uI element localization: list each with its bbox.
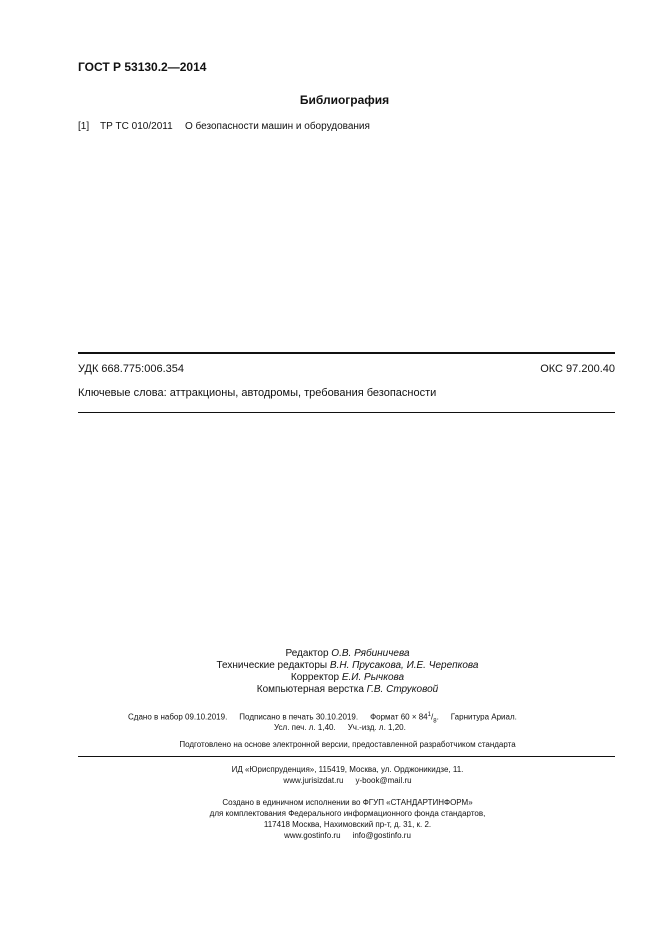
format-suffix: . [436,712,439,722]
gostinfo-site: www.gostinfo.ru [284,831,341,840]
publisher-contacts [0,775,661,786]
keywords: Ключевые слова: аттракционы, автодромы, требования безопасности [78,387,437,399]
editor-label: Редактор [285,648,329,659]
layout-line [0,683,661,696]
layout-label: Компьютерная верстка [256,684,364,695]
oks-code: ОКС 97.200.40 [540,363,615,375]
entry-title: О безопасности машин и оборудования [185,121,370,132]
gostinfo-email: info@gostinfo.ru [352,831,411,840]
publication-dates: Сдано в набор 09.10.2019. Подписано в печать 30.10.2019. Формат $60 \times 84^1/_8$. Гарнитура Ариал. [128,712,517,725]
publisher-email: y-book@mail.ru [355,776,412,785]
layout-name: Г.В. Струковой [366,684,439,695]
document-code: ГОСТ Р 53130.2—2014 [78,60,207,74]
bibliography-title: Библиография [299,93,390,107]
print-sheets: Усл. печ. л. 1,40. [274,723,336,732]
gostinfo-contacts [0,830,661,841]
publication-sheets [274,722,406,733]
format-prefix: Формат 60 × 84 [370,712,428,722]
entry-number: [1] [78,121,90,132]
signed-date: Подписано в печать 30.10.2019. [239,712,359,722]
corrector-name: Е.И. Рычкова [341,672,405,683]
tech-editors-names: В.Н. Прусакова, И.Е. Черепкова [329,660,479,671]
font-info: Гарнитура Ариал. [450,712,517,722]
editor-name: О.В. Рябиничева [331,648,410,659]
entry-code: ТР ТС 010/2011 [100,121,173,132]
pub-sheets: Уч.-изд. л. 1,20. [347,723,406,732]
divider-bottom [78,756,615,757]
publisher-id: ИД «Юриспруденция», 115419, Москва, ул. Орджоникидзе, 11. [231,765,464,774]
format-denominator: 8 [433,718,437,725]
created-line-2: для комплектования Федерального информационного фонда стандартов, [209,809,486,818]
divider-thick [78,352,615,354]
divider-thin [78,412,615,413]
format-numerator: 1 [427,712,431,718]
created-line-3: 117418 Москва, Нахимовский пр-т, д. 31, к. 2. [263,820,432,829]
bibliography-entry [78,121,370,132]
corrector-label: Корректор [290,672,340,683]
publisher-site: www.jurisizdat.ru [283,776,344,785]
created-line-1: Создано в единичном исполнении во ФГУП «СТАНДАРТИНФОРМ» [222,798,473,807]
prepared-note: Подготовлено на основе электронной версии, предоставленной разработчиком стандарта [179,740,516,749]
udk-code: УДК 668.775:006.354 [78,363,184,375]
submitted-date: Сдано в набор 09.10.2019. [128,712,228,722]
tech-editors-label: Технические редакторы [216,660,328,671]
